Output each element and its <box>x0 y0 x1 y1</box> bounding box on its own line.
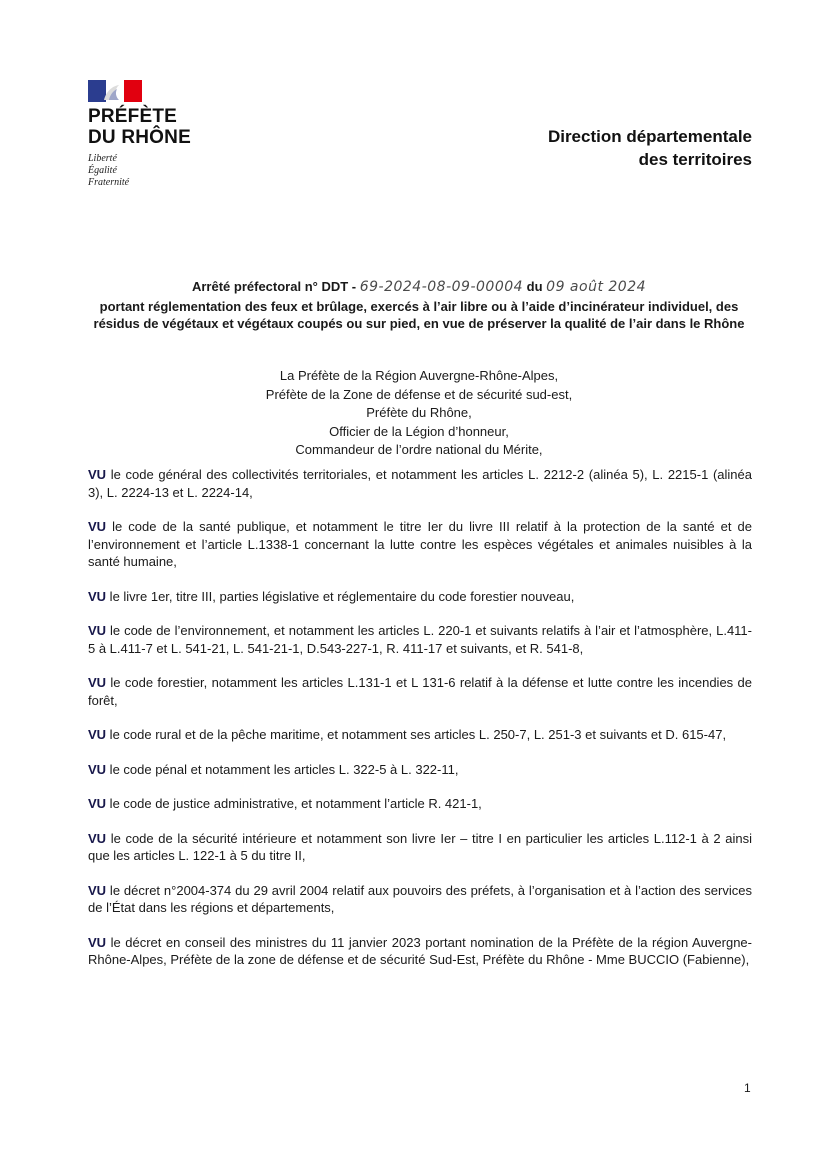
arrete-title <box>85 278 753 332</box>
prefecture-name-line1: PRÉFÈTE <box>88 106 178 127</box>
prefecture-name <box>88 106 248 148</box>
considerant-item <box>88 518 752 571</box>
motto-egalite: Égalité <box>88 165 117 176</box>
direction-line1: Direction départementale <box>547 127 752 146</box>
considerant-text: le code forestier, notamment les articles L.131-1 et L 131-6 relatif à la défense et lutte contre les incendies de forêt, <box>88 675 752 708</box>
arrete-date-handwritten: 09 août 2024 <box>546 279 647 295</box>
vu-keyword: VU <box>88 882 107 898</box>
arrete-number-handwritten: 69-2024-08-09-00004 <box>359 279 524 295</box>
arrete-prefix: Arrêté préfectoral n° DDT - <box>191 279 360 294</box>
authority-line: Préfète de la Zone de défense et de sécurité sud-est, <box>265 386 573 402</box>
considerant-text: le code de la sécurité intérieure et notamment son livre Ier – titre I en particulier les articles L.112-1 à 2 ainsi que les articles L. 122-1 à 5 du titre II, <box>88 830 752 863</box>
vu-keyword: VU <box>88 934 107 950</box>
issuing-direction <box>432 125 752 171</box>
considerant-item <box>88 934 752 969</box>
considerant-item <box>88 882 752 917</box>
authority-line: La Préfète de la Région Auvergne-Rhône-Alpes, <box>279 368 559 383</box>
vu-keyword: VU <box>88 796 107 811</box>
vu-keyword: VU <box>88 675 107 690</box>
vu-keyword: VU <box>88 727 107 742</box>
authority-line: Préfète du Rhône, <box>366 405 472 420</box>
direction-line2: des territoires <box>638 150 752 169</box>
page-number: 1 <box>744 1081 751 1095</box>
arrete-du-label: du <box>523 279 547 294</box>
considerants-list <box>88 466 752 986</box>
considerant-text: le code pénal et notamment les articles L. 322-5 à L. 322-11, <box>106 761 459 777</box>
considerant-text: le code de justice administrative, et notamment l’article R. 421-1, <box>106 796 482 811</box>
vu-keyword: VU <box>88 519 107 534</box>
considerant-text: le code rural et de la pêche maritime, et notamment ses articles L. 250-7, L. 251-3 et suivants et D. 615-47, <box>106 727 727 742</box>
considerant-item <box>88 588 752 606</box>
vu-keyword: VU <box>88 588 107 604</box>
authority-line: Commandeur de l’ordre national du Mérite, <box>295 442 543 457</box>
considerant-item <box>88 466 752 501</box>
considerant-item <box>88 795 752 813</box>
considerant-text: le code de l’environnement, et notamment les articles L. 220-1 et suivants relatifs à l’air et l’atmosphère, L.411-5 à L.411-7 et L. 541-21, L. 541-21-1, D.543-227-1, R. 411-17 et suivants, et R. 541-8, <box>88 623 752 656</box>
considerant-item <box>88 726 752 744</box>
vu-keyword: VU <box>88 623 107 638</box>
considerant-item <box>88 622 752 657</box>
considerant-text: le code général des collectivités territoriales, et notamment les articles L. 2212-2 (alinéa 5), L. 2215-1 (alinéa 3), L. 2224-13 et L. 2224-14, <box>88 467 752 500</box>
republic-motto <box>88 153 248 189</box>
considerant-text: le décret n°2004-374 du 29 avril 2004 relatif aux pouvoirs des préfets, à l’organisation et à l’action des services de l’État dans les régions et départements, <box>88 882 752 915</box>
authority-line: Officier de la Légion d’honneur, <box>329 423 509 439</box>
prefecture-logo <box>88 80 248 189</box>
considerant-text: le décret en conseil des ministres du 11 janvier 2023 portant nomination de la Préfète de la région Auvergne-Rhône-Alpes, Préfète de la zone de défense et de sécurité Sud-Est, Préfète du Rhône - Mme BUCCIO (Fabienne), <box>88 934 752 967</box>
considerant-item <box>88 830 752 865</box>
motto-liberte: Liberté <box>88 153 117 164</box>
vu-keyword: VU <box>88 467 107 482</box>
arrete-reference <box>85 278 753 296</box>
considerant-text: le livre 1er, titre III, parties législative et réglementaire du code forestier nouveau, <box>106 588 575 604</box>
marianne-flag-icon <box>88 80 142 102</box>
arrete-subject: portant réglementation des feux et brûlage, exercés à l’air libre ou à l’aide d’incinérateur individuel, des résidus de végétaux et végétaux coupés ou sur pied, en vue de préserver la qualité de l’air dans le Rhône <box>93 299 745 331</box>
considerant-item <box>88 674 752 709</box>
authority-block <box>85 367 753 460</box>
considerant-item <box>88 761 752 779</box>
motto-fraternite: Fraternité <box>88 177 130 188</box>
prefecture-name-line2: DU RHÔNE <box>88 127 191 148</box>
considerant-text: le code de la santé publique, et notamment le titre Ier du livre III relatif à la protection de la santé et de l’environnement et l’article L.1338-1 concernant la lutte contre les espèces végétales et animales nuisibles à la santé humaine, <box>88 519 752 569</box>
vu-keyword: VU <box>88 830 107 846</box>
vu-keyword: VU <box>88 761 107 777</box>
